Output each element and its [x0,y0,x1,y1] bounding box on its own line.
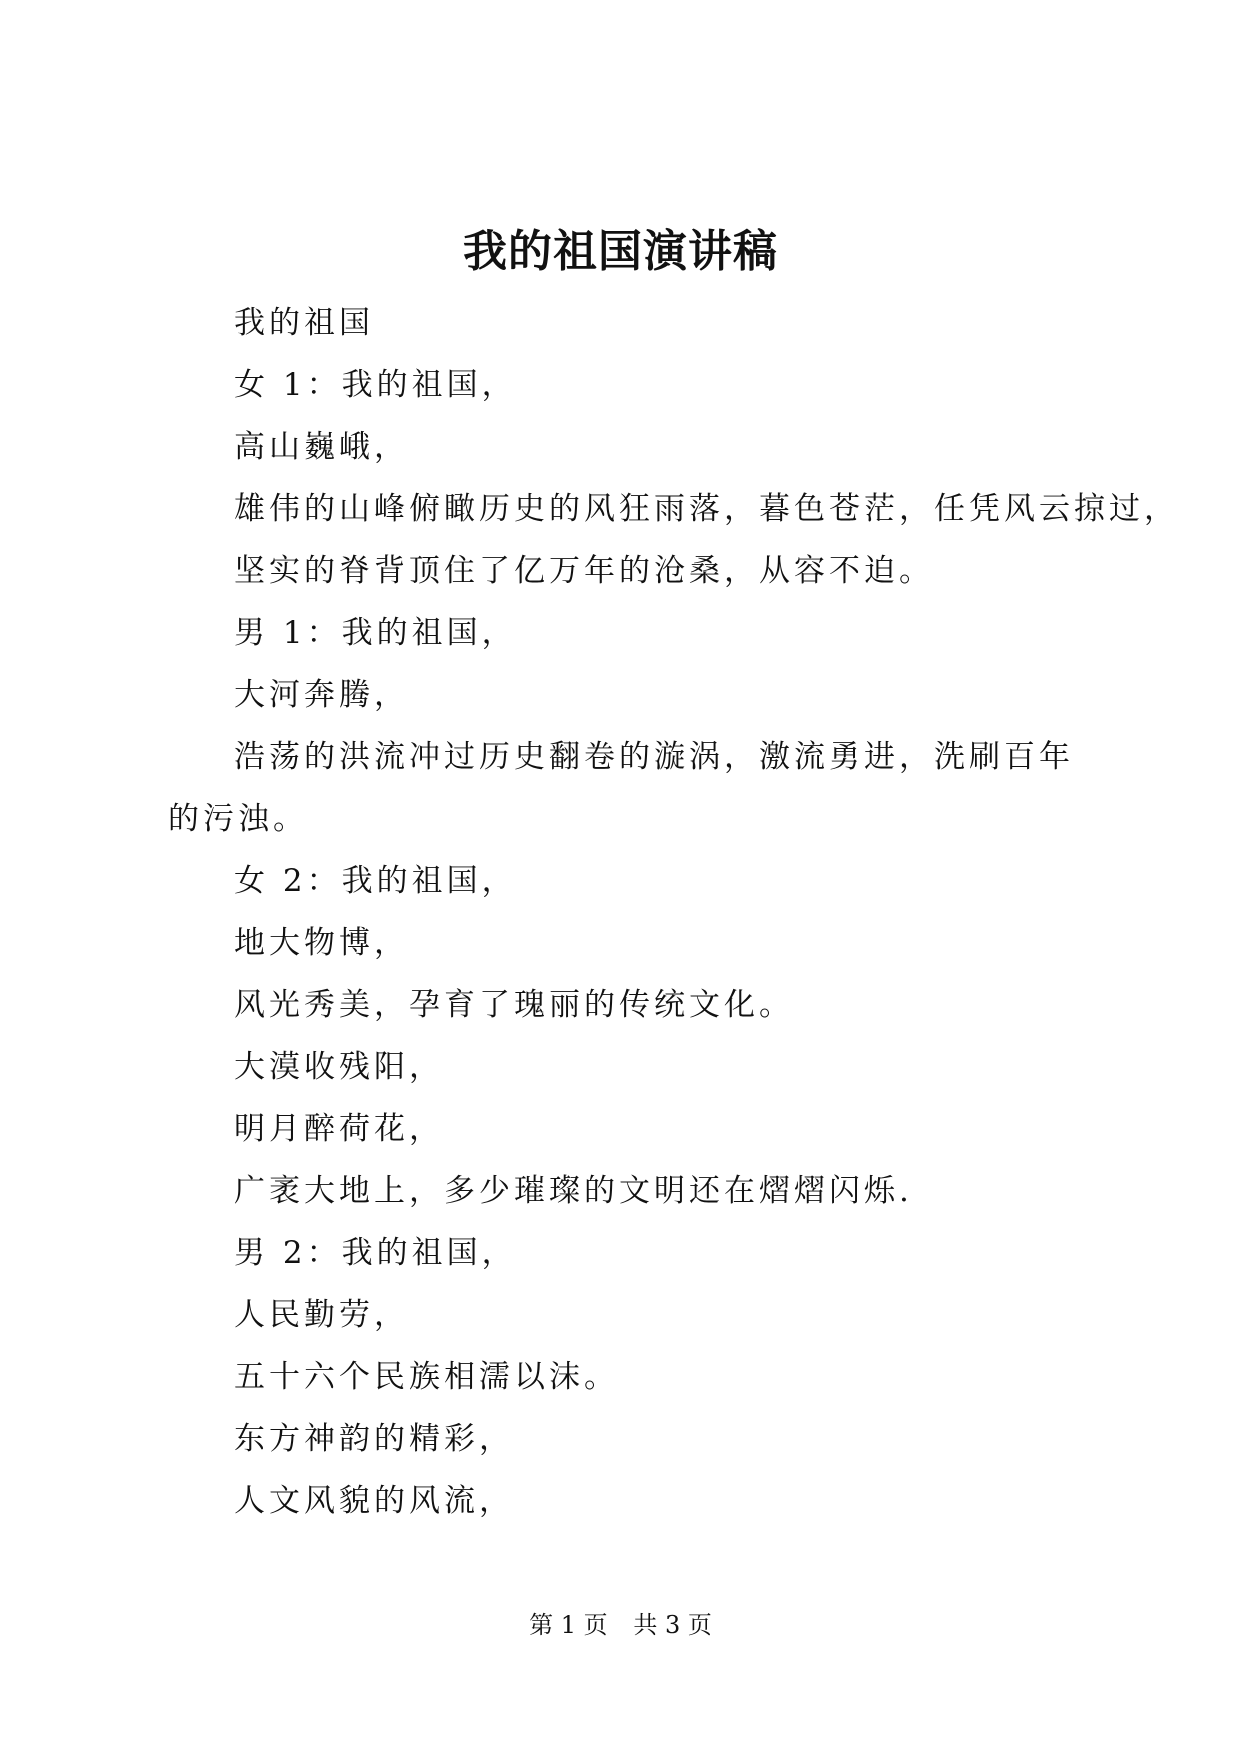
page-total: 共 3 页 [633,1611,712,1639]
document-title: 我的祖国演讲稿 [463,226,778,277]
document-body [168,292,1179,1532]
paragraph: 大河奔腾， [234,677,409,713]
paragraph: 东方神韵的精彩， [234,1421,514,1457]
paragraph: 广袤大地上，多少璀璨的文明还在熠熠闪烁. [234,1173,913,1209]
page-footer [0,1610,1241,1640]
paragraph: 高山巍峨， [234,429,409,465]
paragraph: 地大物博， [234,925,409,961]
paragraph: 人民勤劳， [234,1297,409,1333]
paragraph: 明月醉荷花， [234,1111,444,1147]
paragraph: 男 2：我的祖国， [234,1235,517,1271]
paragraph: 大漠收残阳， [234,1049,444,1085]
page-number: 第 1 页 [529,1611,608,1639]
paragraph: 女 2：我的祖国， [234,863,517,899]
paragraph: 坚实的脊背顶住了亿万年的沧桑，从容不迫。 [234,553,934,589]
paragraph: 五十六个民族相濡以沫。 [234,1359,619,1395]
paragraph: 人文风貌的风流， [234,1483,514,1519]
paragraph: 我的祖国 [234,305,374,341]
paragraph: 浩荡的洪流冲过历史翻卷的漩涡，激流勇进，洗刷百年的污浊。 [168,739,1074,837]
paragraph: 雄伟的山峰俯瞰历史的风狂雨落，暮色苍茫，任凭风云掠过， [234,491,1179,527]
paragraph: 女 1：我的祖国， [234,367,517,403]
paragraph: 男 1：我的祖国， [234,615,517,651]
paragraph: 风光秀美，孕育了瑰丽的传统文化。 [234,987,794,1023]
